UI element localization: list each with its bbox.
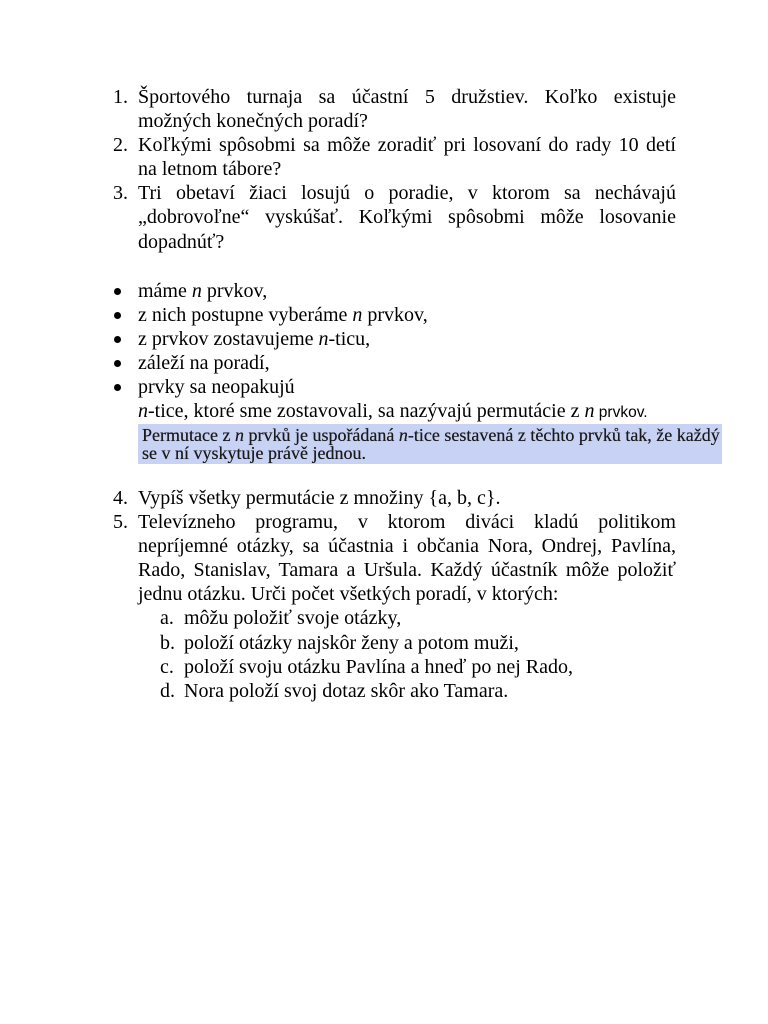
list-item-text [138, 279, 676, 303]
sub-item-c [0, 655, 768, 679]
list-item [0, 351, 768, 375]
question-3 [0, 181, 768, 253]
sub-item-text: Nora položí svoj dotaz skôr ako Tamara. [184, 679, 509, 702]
question-4 [0, 486, 768, 510]
variable-n: n [352, 304, 363, 327]
list-item-text: prvky sa neopakujú [138, 376, 295, 399]
variable-n: n [318, 328, 329, 351]
sub-item-letter: c. [160, 655, 174, 678]
text-segment: prvkov. [594, 404, 648, 422]
definition-line [142, 426, 722, 444]
list-item-text: záleží na poradí, [138, 352, 270, 375]
properties-list [0, 279, 768, 424]
conclusion-text [138, 399, 676, 423]
question-number: 1. [113, 86, 128, 108]
question-text-line: Športového turnaja sa účastní 5 družstiev. Koľko existuje [138, 86, 676, 108]
list-item-text [138, 327, 676, 351]
bullet-marker [114, 336, 121, 343]
list-item [0, 279, 768, 303]
question-text-line: Vypíš všetky permutácie z množiny {a, b, c}. [138, 487, 501, 509]
bullet-marker [114, 384, 121, 391]
question-5 [0, 510, 768, 703]
definition-line: se v ní vyskytuje právě jednou. [142, 443, 366, 463]
question-text-line: Koľkými spôsobmi sa môže zoradiť pri losovaní do rady 10 detí [138, 134, 676, 157]
text-segment: máme [138, 280, 192, 302]
sub-item-text: položí otázky najskôr ženy a potom muži, [184, 631, 519, 654]
question-text-line: dopadnúť? [138, 230, 225, 253]
question-text-line: možných konečných poradí? [138, 110, 368, 133]
question-text-line: Rado, Stanislav, Tamara a Uršula. Každý účastník môže položiť [138, 559, 676, 582]
question-2 [0, 133, 768, 181]
bullet-marker [114, 360, 121, 367]
text-segment: prvkov, [201, 280, 268, 302]
list-item-text [138, 303, 676, 327]
permutation-conclusion [0, 399, 768, 423]
questions-list [0, 486, 768, 703]
question-number: 3. [113, 182, 128, 205]
text-segment: prvků je uspořádaná [243, 425, 399, 445]
variable-n: n [584, 400, 595, 423]
definition-box [138, 424, 722, 464]
question-1 [0, 85, 768, 133]
text-segment: -tice sestavená z těchto prvků tak, že každý [407, 425, 720, 445]
sub-item-b [0, 631, 768, 655]
question-text-line: jednu otázku. Urči počet všetkých poradí, v ktorých: [138, 583, 559, 606]
question-text-line: na letnom tábore? [138, 158, 282, 181]
intro-questions-list [0, 85, 768, 254]
text-segment: -ticu, [328, 328, 371, 351]
question-text-line: Tri obetaví žiaci losujú o poradie, v ktorom sa nechávajú [138, 182, 676, 205]
variable-n: n [191, 280, 202, 302]
text-segment: Permutace z [142, 425, 235, 445]
sub-item-letter: a. [160, 607, 174, 630]
question-number: 2. [113, 134, 128, 157]
sub-item-letter: d. [160, 679, 175, 702]
sub-item-letter: b. [160, 631, 175, 654]
text-segment: z nich postupne vyberáme [138, 304, 353, 327]
sub-item-text: môžu položiť svoje otázky, [184, 607, 402, 630]
question-text-line: nepríjemné otázky, sa účastnia i občania Nora, Ondrej, Pavlína, [138, 535, 676, 558]
bullet-marker [114, 312, 121, 319]
list-item [0, 375, 768, 399]
question-number: 5. [113, 511, 128, 534]
sub-item-a [0, 606, 768, 630]
question-text-line: Televízneho programu, v ktorom diváci kladú politikom [138, 511, 676, 534]
text-segment: prvkov, [362, 304, 428, 327]
variable-n: n [138, 400, 148, 423]
sub-item-text: položí svoju otázku Pavlína a hneď po nej Rado, [184, 655, 573, 678]
text-segment: z prvkov zostavujeme [138, 328, 319, 351]
text-segment: -tice, ktoré sme zostavovali, sa nazývajú permutácie z [148, 400, 585, 423]
variable-n: n [398, 425, 408, 445]
variable-n: n [234, 425, 244, 445]
bullet-marker [114, 288, 121, 295]
list-item [0, 303, 768, 327]
question-number: 4. [113, 487, 128, 509]
question-text-line: „dobrovoľne“ vyskúšať. Koľkými spôsobmi môže losovanie [138, 206, 676, 229]
list-item [0, 327, 768, 351]
sub-item-d [0, 679, 768, 703]
